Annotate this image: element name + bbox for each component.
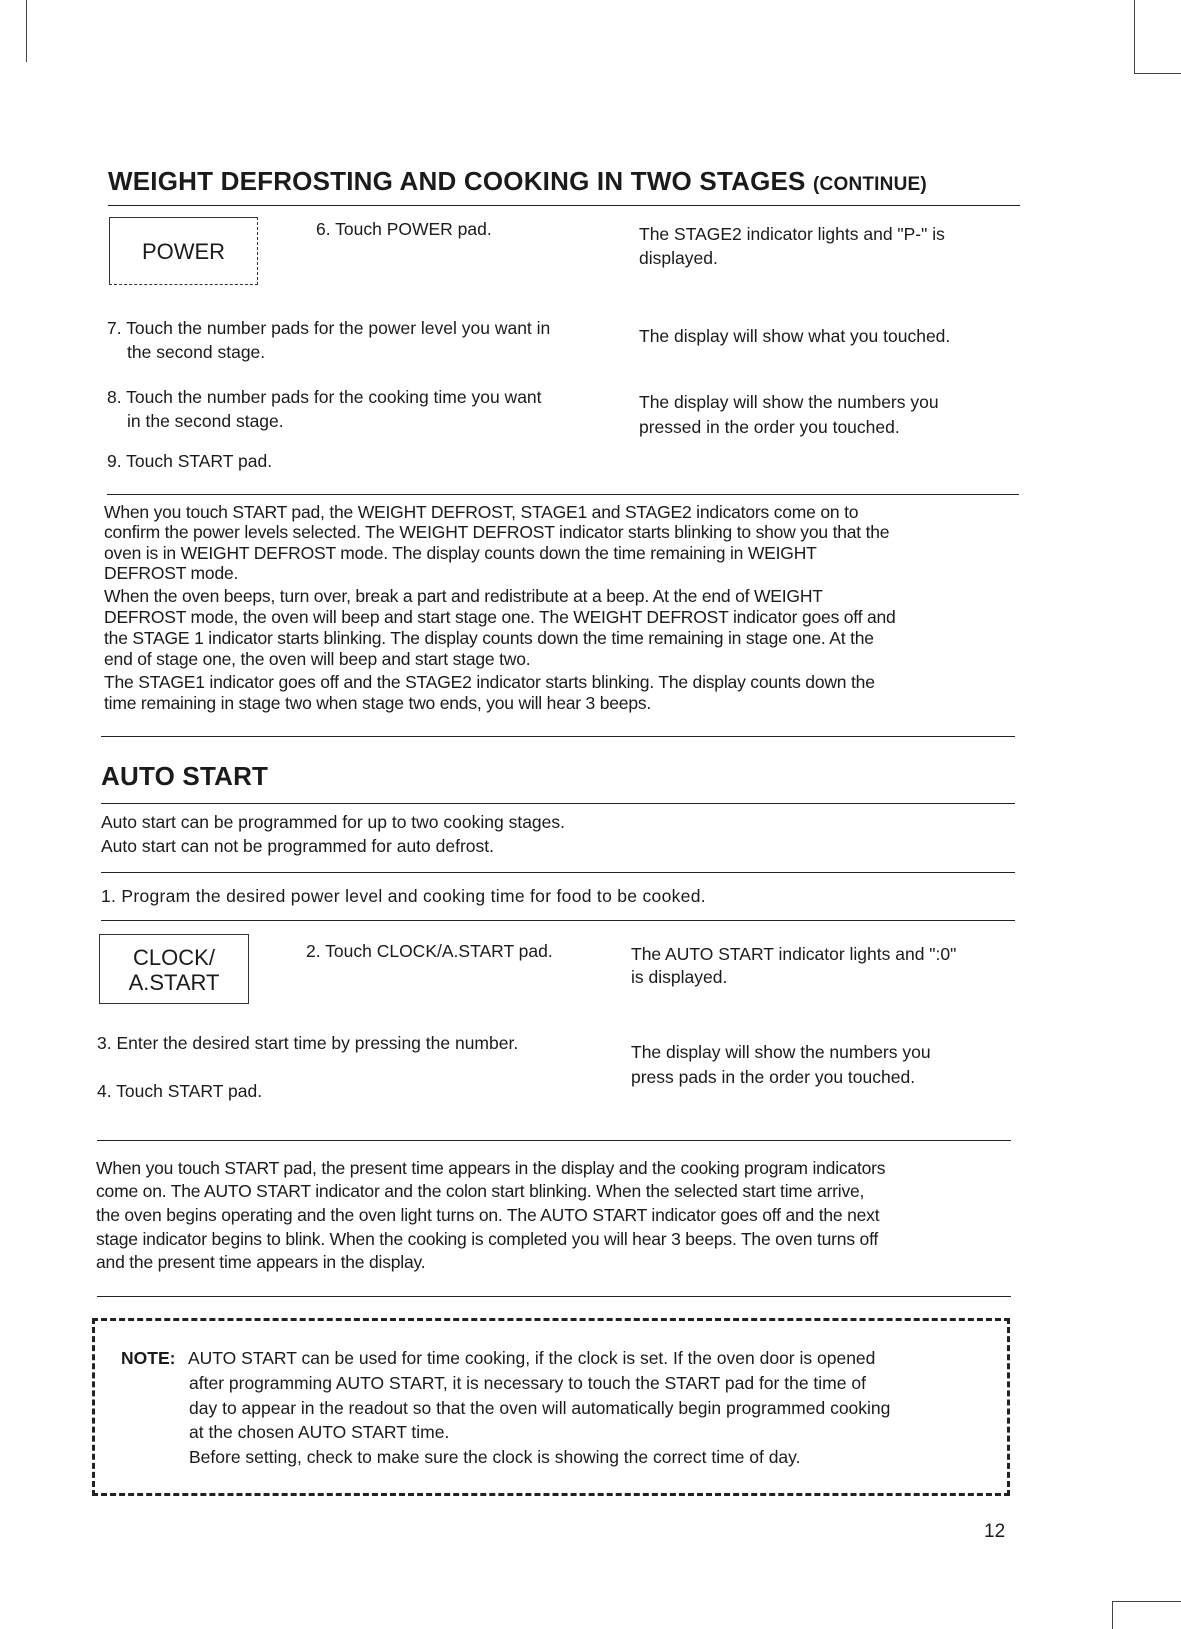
auto-start-step34-result-line2: press pads in the order you touched. [631, 1067, 916, 1087]
desc1-line: DEFROST mode. [104, 563, 239, 583]
step-6-result-line2: displayed. [639, 248, 718, 268]
section-title-auto-start: AUTO START [101, 761, 269, 791]
page-number: 12 [984, 1521, 1006, 1542]
desc1-line: oven is in WEIGHT DEFROST mode. The display counts down the time remaining in WEIGHT [104, 543, 817, 563]
title-main: WEIGHT DEFROSTING AND COOKING IN TWO STAGES [108, 166, 806, 196]
step-6-instruction: 6. Touch POWER pad. [316, 219, 492, 239]
note-label: NOTE: [121, 1348, 176, 1368]
desc2-line: come on. The AUTO START indicator and the colon start blinking. When the selected start time arrive, [96, 1181, 865, 1201]
desc1-line: confirm the power levels selected. The WEIGHT DEFROST indicator starts blinking to show you that the [104, 522, 890, 542]
note-line2: after programming AUTO START, it is necessary to touch the START pad for the time of [189, 1373, 866, 1393]
auto-start-intro-line2: Auto start can not be programmed for auto defrost. [101, 836, 494, 856]
desc1-line: When the oven beeps, turn over, break a part and redistribute at a beep. At the end of WEIGHT [104, 586, 823, 606]
auto-start-step4-instruction: 4. Touch START pad. [97, 1081, 263, 1101]
desc1-line: the STAGE 1 indicator starts blinking. The display counts down the time remaining in stage one. At the [104, 628, 874, 648]
desc1-line: When you touch START pad, the WEIGHT DEFROST, STAGE1 and STAGE2 indicators come on to [104, 502, 859, 522]
auto-start-step34-result-line1: The display will show the numbers you [631, 1042, 931, 1062]
desc2-line: When you touch START pad, the present time appears in the display and the cooking program indicators [96, 1158, 886, 1178]
note-line3: day to appear in the readout so that the oven will automatically begin programmed cooking [189, 1398, 891, 1418]
auto-start-intro-line1: Auto start can be programmed for up to two cooking stages. [101, 812, 565, 832]
scan-mark-top-left [26, 0, 27, 62]
desc2-line: the oven begins operating and the oven light turns on. The AUTO START indicator goes off and the next [96, 1205, 880, 1225]
title-underline [108, 205, 1020, 206]
desc1-line: time remaining in stage two when stage two ends, you will hear 3 beeps. [104, 693, 652, 713]
divider-3 [101, 872, 1015, 873]
auto-start-step2-result-line2: is displayed. [631, 967, 728, 987]
divider-6 [97, 1296, 1011, 1297]
auto-start-step2-instruction: 2. Touch CLOCK/A.START pad. [306, 941, 553, 961]
step-7-instruction-line2: the second stage. [127, 342, 266, 362]
auto-start-step1: 1. Program the desired power level and cooking time for food to be cooked. [101, 886, 706, 906]
desc1-line: The STAGE1 indicator goes off and the STAGE2 indicator starts blinking. The display counts down the [104, 672, 875, 692]
desc1-line: end of stage one, the oven will beep and start stage two. [104, 649, 531, 669]
clock-a-start-pad [99, 934, 249, 1004]
scan-mark-bottom-right [1112, 1601, 1181, 1629]
power-pad-label: POWER [141, 239, 226, 264]
step-6-result-line1: The STAGE2 indicator lights and "P-" is [639, 224, 945, 244]
desc2-line: and the present time appears in the display. [96, 1252, 426, 1272]
step-8-instruction-line1: 8. Touch the number pads for the cooking time you want [107, 387, 542, 407]
divider-5 [97, 1140, 1011, 1141]
section-title-weight-defrost [108, 165, 927, 201]
power-pad [109, 217, 258, 285]
step-7-result: The display will show what you touched. [639, 326, 951, 346]
note-line1: AUTO START can be used for time cooking, if the clock is set. If the oven door is opened [188, 1348, 876, 1368]
clock-pad-line2: A.START [128, 970, 220, 995]
divider-4 [101, 920, 1015, 921]
title-suffix: (CONTINUE) [813, 174, 927, 195]
divider-1 [107, 494, 1019, 495]
auto-start-step3-instruction: 3. Enter the desired start time by pressing the number. [97, 1033, 519, 1053]
desc2-line: stage indicator begins to blink. When the cooking is completed you will hear 3 beeps. The oven turns off [96, 1229, 879, 1249]
step-8-result-line2: pressed in the order you touched. [639, 417, 900, 437]
scan-mark-top-right [1134, 0, 1181, 74]
auto-start-step2-result-line1: The AUTO START indicator lights and ":0" [631, 944, 957, 964]
clock-pad-line1: CLOCK/ [133, 945, 215, 970]
note-line4: at the chosen AUTO START time. [189, 1422, 450, 1442]
step-8-instruction-line2: in the second stage. [127, 411, 284, 431]
step-7-instruction-line1: 7. Touch the number pads for the power level you want in [107, 318, 551, 338]
auto-start-underline [101, 803, 1015, 804]
step-9-instruction: 9. Touch START pad. [107, 451, 273, 471]
divider-2 [101, 736, 1015, 737]
step-8-result-line1: The display will show the numbers you [639, 392, 939, 412]
desc1-line: DEFROST mode, the oven will beep and start stage one. The WEIGHT DEFROST indicator goes off and [104, 607, 896, 627]
note-line5: Before setting, check to make sure the clock is showing the correct time of day. [189, 1447, 801, 1467]
